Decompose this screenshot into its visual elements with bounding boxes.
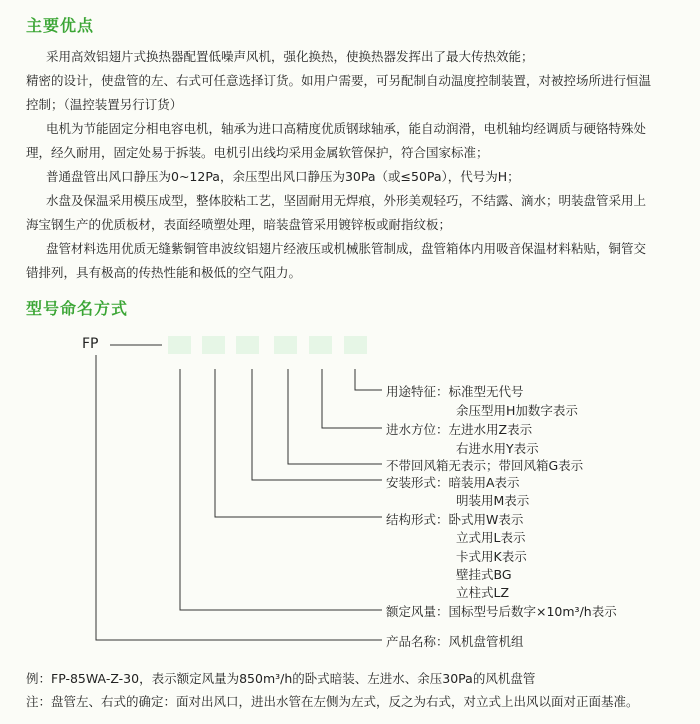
advantage-line: 错排列，具有极高的传热性能和极低的空气阻力。 bbox=[26, 265, 302, 280]
example-text: 例：FP-85WA-Z-30，表示额定风量为850m³/h的卧式暗装、左进水、余压30Pa的风机盘管 bbox=[26, 671, 536, 686]
label-water-inlet-sub: 右进水用Y表示 bbox=[456, 441, 539, 456]
label-structure-sub: 立式用L表示 bbox=[456, 530, 526, 545]
advantage-line: 采用高效铝翅片式换热器配置低噪声风机，强化换热，使换热器发挥出了最大传热效能； bbox=[46, 49, 534, 64]
leader-structure bbox=[215, 369, 382, 517]
advantage-line: 理，经久耐用，固定处易于拆装。电机引出线均采用金属软管保护，符合国家标准； bbox=[26, 145, 489, 160]
leader-usage bbox=[355, 369, 382, 390]
advantage-line: 控制；（温控装置另行订货） bbox=[26, 97, 183, 112]
advantage-line: 普通盘管出风口静压为0~12Pa，余压型出风口静压为30Pa（或≤50Pa），代号为H； bbox=[46, 169, 520, 184]
advantage-line: 水盘及保温采用模压成型，整体胶粘工艺，坚固耐用无焊痕，外形美观轻巧，不结露、滴水；明装盘管采用上 bbox=[46, 193, 647, 208]
leader-return-box bbox=[288, 369, 382, 464]
label-return-box: 不带回风箱无表示；带回风箱G表示 bbox=[386, 458, 584, 473]
leader-water-inlet bbox=[322, 369, 382, 428]
leader-product-name bbox=[96, 355, 382, 640]
label-structure: 结构形式：卧式用W表示 bbox=[386, 512, 524, 527]
section-title-advantages: 主要优点 bbox=[26, 16, 95, 35]
label-product-name: 产品名称：风机盘管机组 bbox=[386, 634, 524, 649]
advantage-line: 电机为节能固定分相电容电机，轴承为进口高精度优质钢球轴承，能自动润滑，电机轴均经调质与硬铬特殊处 bbox=[46, 121, 647, 136]
label-install-type: 安装形式：暗装用A表示 bbox=[386, 475, 520, 490]
label-structure-sub: 卡式用K表示 bbox=[456, 549, 527, 564]
label-install-type-sub: 明装用M表示 bbox=[456, 493, 530, 508]
label-airflow: 额定风量：国标型号后数字×10m³/h表示 bbox=[386, 604, 617, 619]
advantage-line: 精密的设计，使盘管的左、右式可任意选择订货。如用户需要，可另配制自动温度控制装置，对被控场所进行恒温 bbox=[26, 73, 652, 88]
label-structure-sub: 壁挂式BG bbox=[456, 567, 512, 582]
leader-airflow bbox=[180, 369, 382, 610]
label-water-inlet: 进水方位：左进水用Z表示 bbox=[386, 422, 533, 437]
label-structure-sub: 立柱式LZ bbox=[456, 585, 510, 600]
advantage-line: 盘管材料选用优质无缝紫铜管串波纹铝翅片经液压或机械胀管制成，盘管箱体内用吸音保温材料粘贴，铜管交 bbox=[46, 241, 647, 256]
model-prefix: FP bbox=[82, 336, 99, 352]
note-text: 注：盘管左、右式的确定：面对出风口，进出水管在左侧为左式，反之为右式，对立式上出风以面对正面基准。 bbox=[26, 694, 639, 709]
label-usage: 用途特征：标准型无代号 bbox=[386, 384, 524, 399]
leader-install-type bbox=[252, 369, 382, 480]
advantage-line: 海宝钢生产的优质板材，表面经喷塑处理，暗装盘管采用镀锌板或耐指纹板； bbox=[26, 217, 452, 232]
section-title-model-naming: 型号命名方式 bbox=[26, 299, 129, 318]
label-usage-sub: 余压型用H加数字表示 bbox=[456, 403, 578, 418]
